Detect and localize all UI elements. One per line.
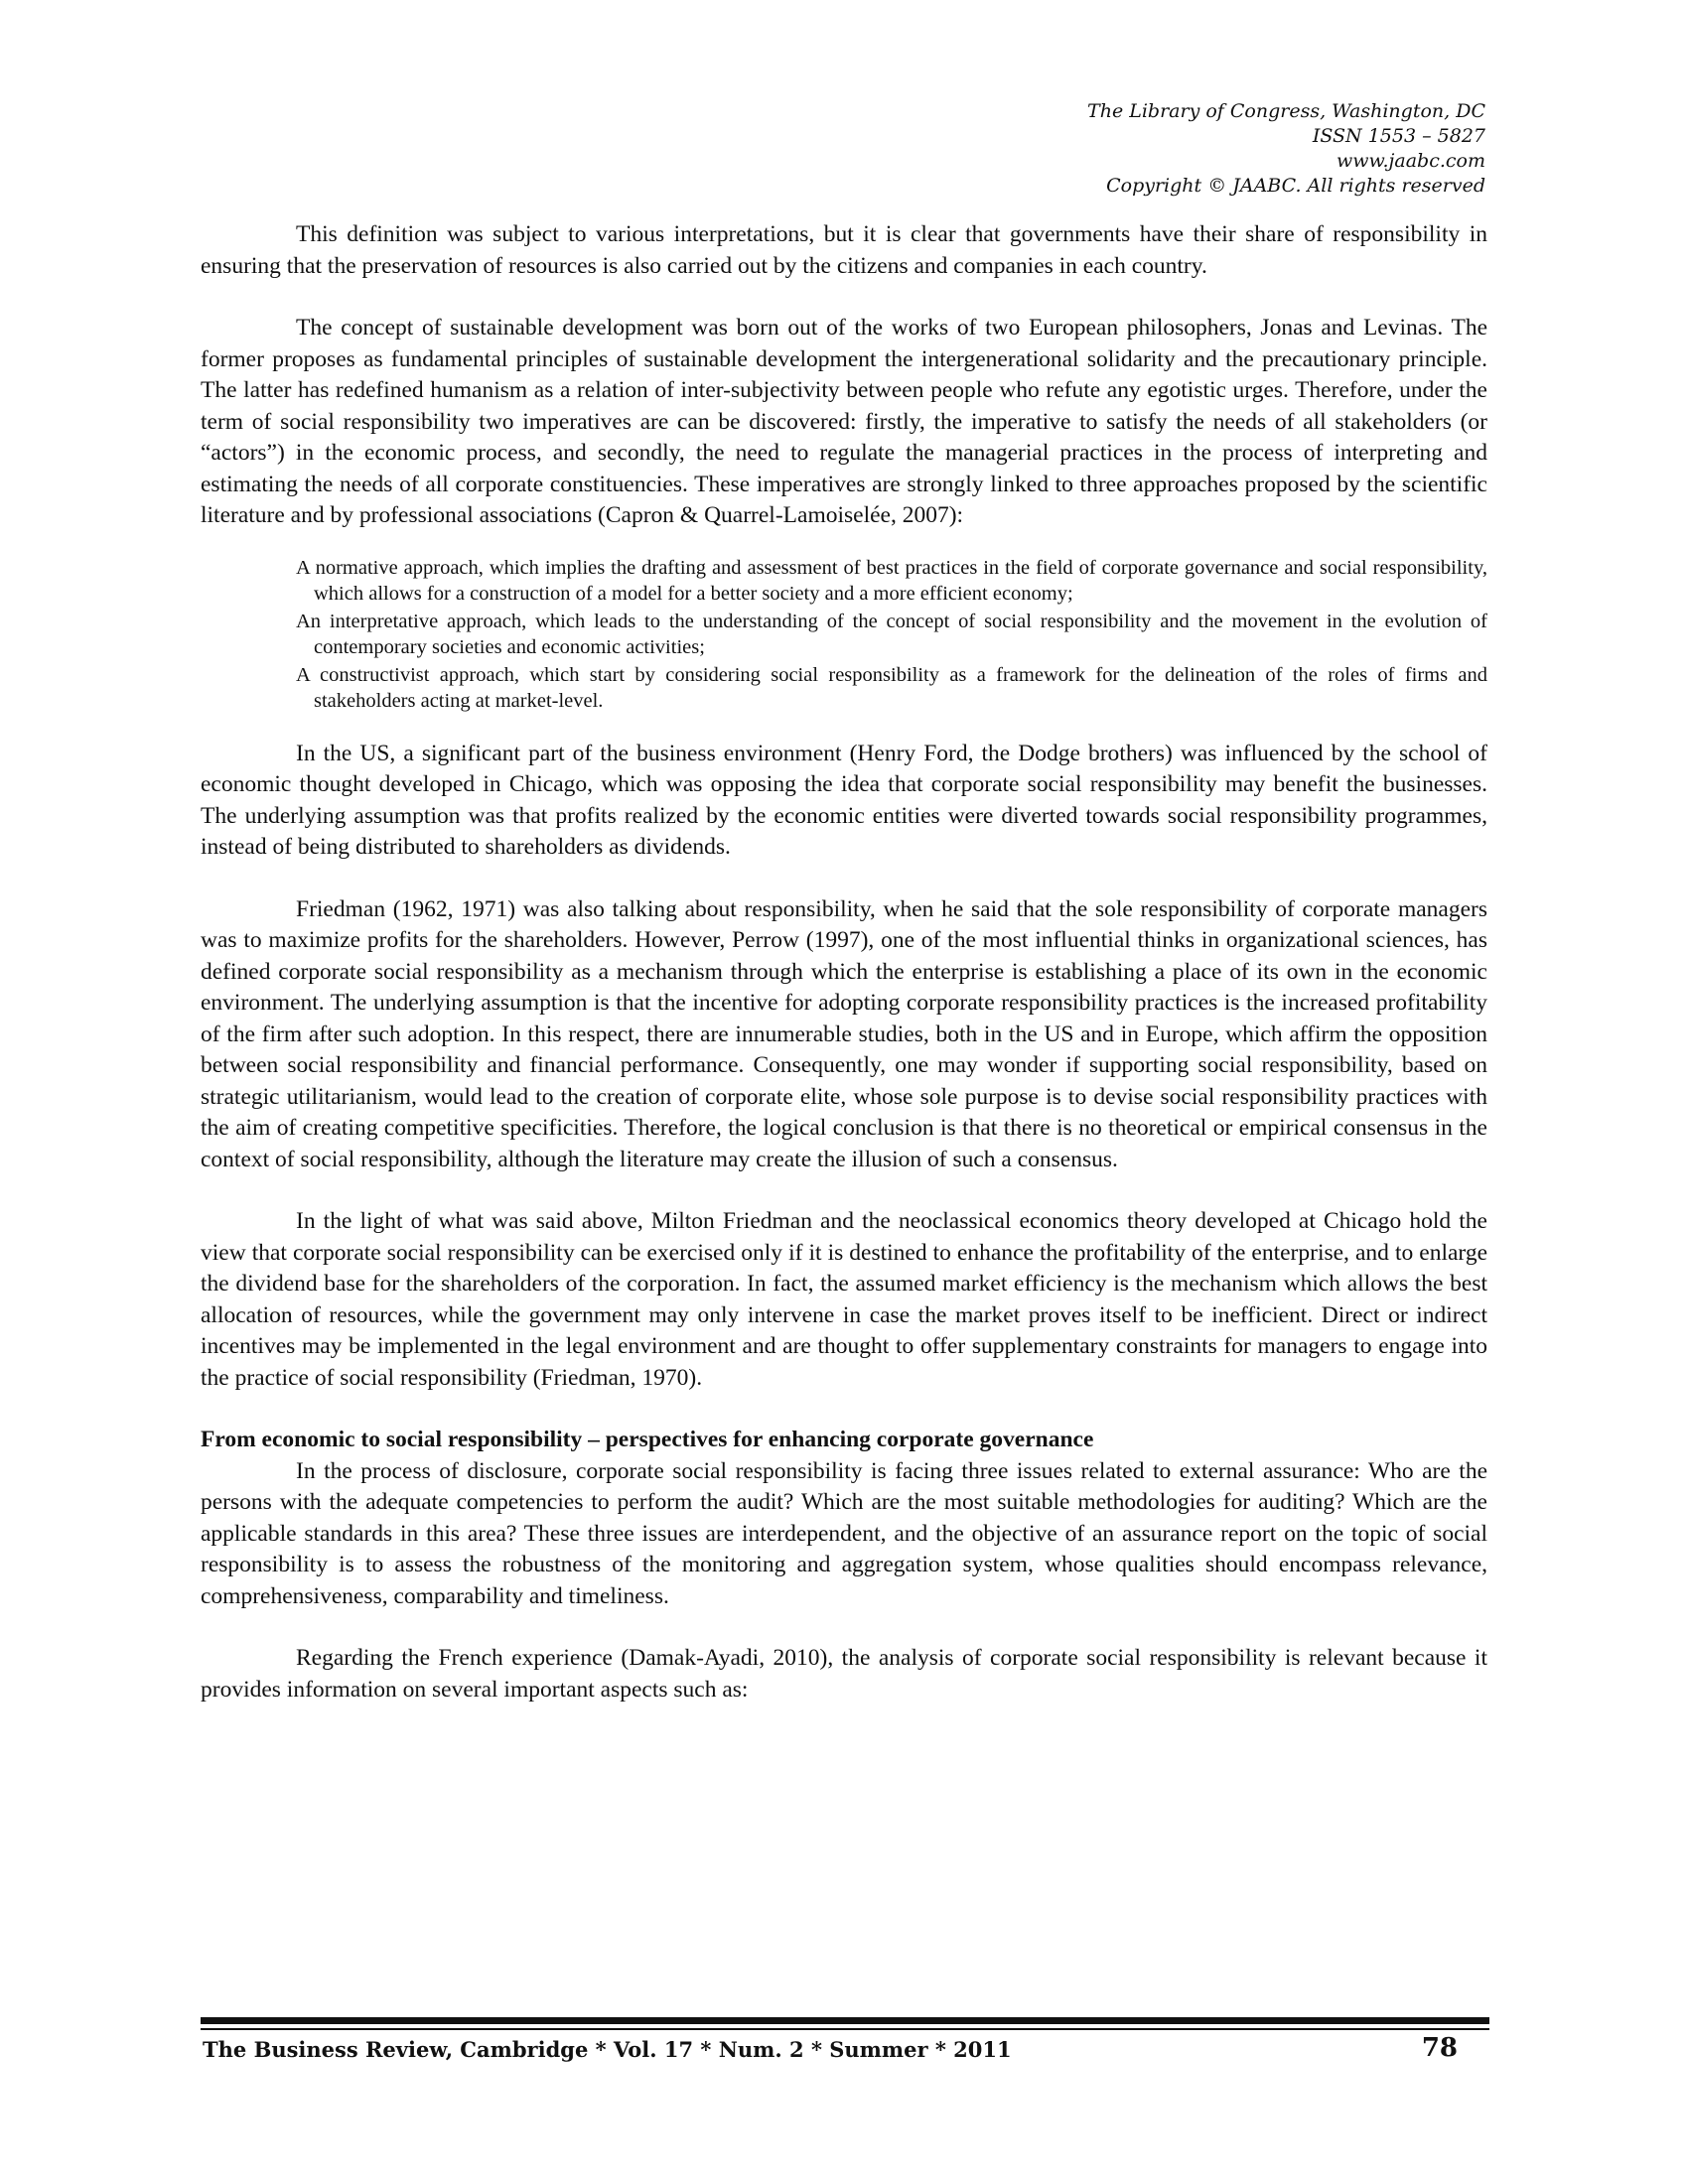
- paragraph-6: In the process of disclosure, corporate social responsibility is facing three issues related to external assurance: Who are the persons with the adequate competencies to perform the audit? Which are the most suitable methodologies for auditing? Which are the applicable standards in this area? These three issues are interdependent, and the objective of an assurance report on the topic of social responsibility is to assess the robustness of the monitoring and aggregation system, whose qualities should encompass relevance, comprehensiveness, comparability and timeliness.: [201, 1457, 1487, 1609]
- paragraph-4: Friedman (1962, 1971) was also talking about responsibility, when he said that the sole responsibility of corporate managers was to maximize profits for the shareholders. However, Perrow (1997), one of the most influential thinks in organizational sciences, has defined corporate social responsibility as a mechanism through which the enterprise is establishing a place of its own in the economic environment. The underlying assumption is that the incentive for adopting corporate responsibility practices is the increased profitability of the firm after such adoption. In this respect, there are innumerable studies, both in the US and in Europe, which affirm the opposition between social responsibility and financial performance. Consequently, one may wonder if supporting social responsibility, based on strategic utilitarianism, would lead to the creation of corporate elite, whose sole purpose is to devise social responsibility practices with the aim of creating competitive specificities. Therefore, the logical conclusion is that there is no theoretical or empirical consensus in the context of social responsibility, although the literature may create the illusion of such a consensus.: [201, 895, 1487, 1172]
- paragraph-3: In the US, a significant part of the business environment (Henry Ford, the Dodge brothers) was influenced by the school of economic thought developed in Chicago, which was opposing the idea that corporate social responsibility may benefit the businesses. The underlying assumption was that profits realized by the economic entities were diverted towards social responsibility programmes, instead of being distributed to shareholders as dividends.: [201, 740, 1487, 860]
- paragraph-2: The concept of sustainable development was born out of the works of two European philosophers, Jonas and Levinas. The former proposes as fundamental principles of sustainable development the intergenerational solidarity and the precautionary principle. The latter has redefined humanism as a relation of inter-subjectivity between people who refute any egotistic urges. Therefore, under the term of social responsibility two imperatives are can be discovered: firstly, the imperative to satisfy the needs of all stakeholders (or “actors”) in the economic process, and secondly, the need to regulate the managerial practices in the process of interpreting and estimating the needs of all corporate constituencies. These imperatives are strongly linked to three approaches proposed by the scientific literature and by professional associations (Capron & Quarrel-Lamoiselée, 2007):: [201, 315, 1487, 528]
- approaches-list: [296, 555, 1487, 714]
- section-heading: From economic to social responsibility – perspectives for enhancing corporate governance: [201, 1427, 1094, 1452]
- header-line-copyright: Copyright © JAABC. All rights reserved: [1106, 175, 1485, 197]
- list-item: A constructivist approach, which start by considering social responsibility as a framework for the delineation of the roles of firms and stakeholders acting at market-level.: [296, 663, 1487, 712]
- header-line-library: The Library of Congress, Washington, DC: [1087, 100, 1485, 122]
- list-item: An interpretative approach, which leads to the understanding of the concept of social responsibility and the movement in the evolution of contemporary societies and economic activities;: [296, 610, 1487, 658]
- header-line-website: www.jaabc.com: [1336, 150, 1485, 172]
- paragraph-1: This definition was subject to various interpretations, but it is clear that governments have their share of responsibility in ensuring that the preservation of resources is also carried out by the citizens and companies in each country.: [201, 221, 1487, 279]
- paragraph-5: In the light of what was said above, Milton Friedman and the neoclassical economics theory developed at Chicago hold the view that corporate social responsibility can be exercised only if it is destined to enhance the profitability of the enterprise, and to enlarge the dividend base for the shareholders of the corporation. In fact, the assumed market efficiency is the mechanism which allows the best allocation of resources, while the government may only intervene in case the market proves itself to be inefficient. Direct or indirect incentives may be implemented in the legal environment and are thought to offer supplementary constraints for managers to engage into the practice of social responsibility (Friedman, 1970).: [201, 1208, 1487, 1391]
- header-line-issn: ISSN 1553 – 5827: [1312, 125, 1485, 147]
- paragraph-7: Regarding the French experience (Damak-Ayadi, 2010), the analysis of corporate social responsibility is relevant because it provides information on several important aspects such as:: [201, 1645, 1487, 1703]
- footer-divider-thin: [201, 2028, 1489, 2030]
- running-header: [890, 99, 1485, 199]
- footer-divider-thick: [201, 2017, 1489, 2024]
- footer-journal-citation: The Business Review, Cambridge * Vol. 17 * Num. 2 * Summer * 2011: [203, 2037, 1012, 2062]
- list-item: A normative approach, which implies the drafting and assessment of best practices in the field of corporate governance and social responsibility, which allows for a construction of a model for a better society and a more efficient economy;: [296, 556, 1487, 605]
- page-number: 78: [1421, 2033, 1458, 2063]
- article-body: [201, 219, 1487, 1736]
